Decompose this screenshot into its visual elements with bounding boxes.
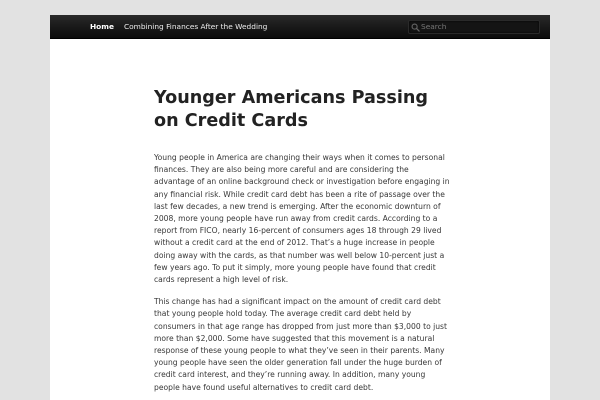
top-navigation-bar [50,15,550,39]
nav-home-link[interactable]: Home [90,22,114,31]
search-icon [411,23,420,32]
article-paragraph: This change has had a significant impact on the amount of credit card debt that young people hold today. The average credit card debt held by consumers in that age range has dropped from just more than $3,000 to just more than $2,000. Some have suggested that this movement is a natural response of these young people to what they’ve seen in their parents. Many young people have seen the older generation fall under the huge burden of credit card interest, and they’re running away. In addition, many young people have found useful alternatives to credit card debt. [154,297,447,392]
search-box[interactable] [408,20,540,34]
nav-post-link[interactable]: Combining Finances After the Wedding [124,22,268,31]
search-input[interactable] [421,21,535,33]
article-title: Younger Americans Passing on Credit Cards [154,88,428,131]
page-container [50,15,550,400]
article-content [154,152,450,400]
article-paragraph: Young people in America are changing their ways when it comes to personal finances. They are also being more careful and are considering the advantage of an online background check or investigation before engaging in any financial risk. While credit card debt has been a rite of passage over the last few decades, a new trend is emerging. After the economic downturn of 2008, more young people have run away from credit cards. According to a report from FICO, nearly 16-percent of consumers ages 18 through 29 lived without a credit card at the end of 2012. That’s a huge increase in people doing away with the cards, as that number was well below 10-percent just a few years ago. To put it simply, more young people have found that credit cards represent a high level of risk. [154,153,450,285]
